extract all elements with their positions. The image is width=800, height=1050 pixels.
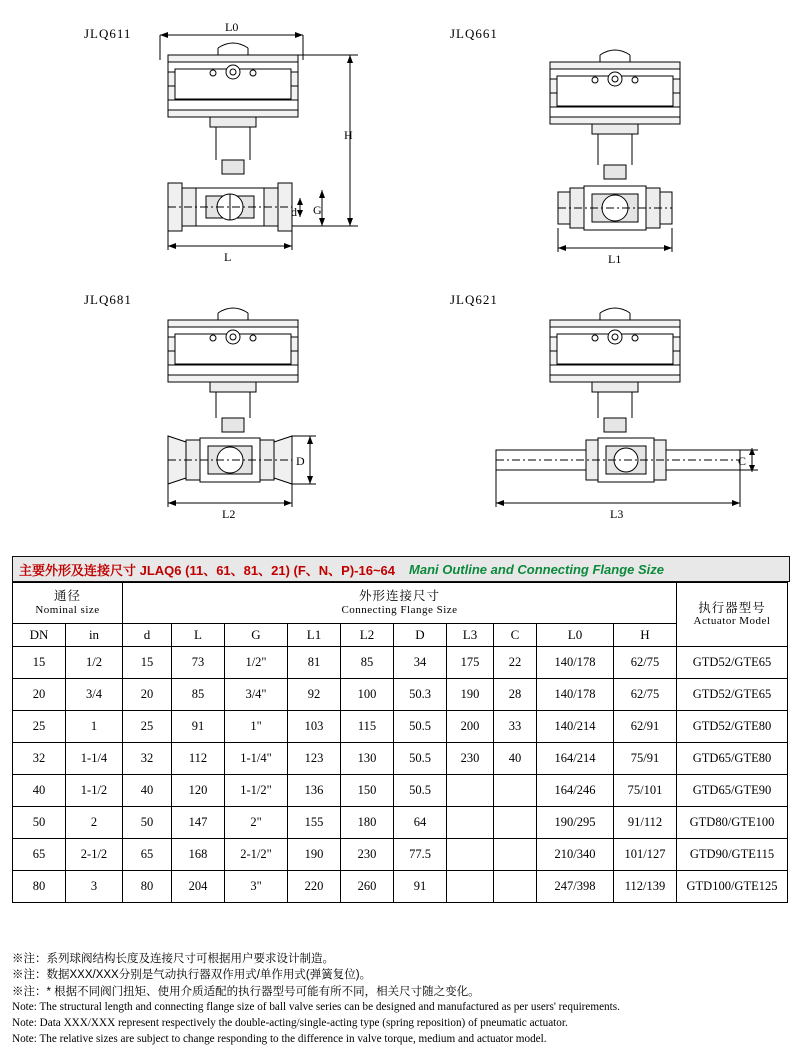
note-cn-1: ※注：系列球阀结构长度及连接尺寸可根据用户要求设计制造。 [12, 953, 334, 965]
cell-d: 80 [123, 871, 172, 903]
col-header-l3: L3 [447, 624, 494, 647]
cell-l1: 190 [288, 839, 341, 871]
cell-c: 33 [494, 711, 537, 743]
cell-c [494, 839, 537, 871]
table-row [13, 871, 788, 903]
cell-model: GTD65/GTE90 [677, 775, 788, 807]
cell-l: 91 [172, 711, 225, 743]
dim-l1-jlq661: L1 [608, 252, 622, 266]
cell-l0: 140/178 [537, 647, 614, 679]
cell-d: 20 [123, 679, 172, 711]
cell-dn: 65 [13, 839, 66, 871]
cell-l0: 210/340 [537, 839, 614, 871]
cell-h: 112/139 [614, 871, 677, 903]
section-banner [12, 556, 790, 582]
cell-dbig: 34 [394, 647, 447, 679]
cell-dn: 25 [13, 711, 66, 743]
cell-l3 [447, 807, 494, 839]
cell-l2: 150 [341, 775, 394, 807]
cell-l1: 92 [288, 679, 341, 711]
cell-in: 2-1/2 [66, 839, 123, 871]
cell-h: 75/101 [614, 775, 677, 807]
group-header-flange-en: Connecting Flange Size [341, 603, 458, 616]
cell-g: 3" [225, 871, 288, 903]
table-row [13, 711, 788, 743]
col-header-h: H [614, 624, 677, 647]
cell-dbig: 50.5 [394, 775, 447, 807]
cell-dbig: 77.5 [394, 839, 447, 871]
cell-l: 112 [172, 743, 225, 775]
drawing-jlq661 [400, 0, 800, 280]
cell-d: 15 [123, 647, 172, 679]
cell-l2: 260 [341, 871, 394, 903]
cell-l0: 190/295 [537, 807, 614, 839]
col-header-d: d [123, 624, 172, 647]
cell-h: 62/91 [614, 711, 677, 743]
cell-l2: 115 [341, 711, 394, 743]
dimensions-table [12, 582, 788, 903]
cell-model: GTD52/GTE65 [677, 679, 788, 711]
cell-dbig: 91 [394, 871, 447, 903]
col-header-c: C [494, 624, 537, 647]
cell-dbig: 50.5 [394, 743, 447, 775]
drawing-jlq611 [0, 0, 400, 280]
table-row [13, 807, 788, 839]
cell-l2: 100 [341, 679, 394, 711]
group-header-actuator [677, 583, 788, 647]
cell-in: 2 [66, 807, 123, 839]
table-row [13, 679, 788, 711]
cell-dbig: 64 [394, 807, 447, 839]
table-head [13, 583, 788, 647]
cell-in: 3/4 [66, 679, 123, 711]
cell-l: 168 [172, 839, 225, 871]
cell-l: 204 [172, 871, 225, 903]
dim-c-jlq621: C [738, 454, 747, 468]
col-header-l: L [172, 624, 225, 647]
cell-l3 [447, 871, 494, 903]
group-header-actuator-cn: 执行器型号 [698, 600, 766, 615]
group-header-actuator-en: Actuator Model [693, 615, 771, 628]
cell-l2: 230 [341, 839, 394, 871]
drawing-svg-jlq621 [400, 270, 800, 545]
cell-l: 120 [172, 775, 225, 807]
cell-l1: 155 [288, 807, 341, 839]
group-header-nominal [13, 583, 123, 624]
table-row [13, 743, 788, 775]
group-header-nominal-en: Nominal size [35, 603, 100, 616]
cell-d: 40 [123, 775, 172, 807]
cell-l1: 103 [288, 711, 341, 743]
cell-l1: 220 [288, 871, 341, 903]
cell-g: 3/4" [225, 679, 288, 711]
col-header-d-big: D [394, 624, 447, 647]
drawing-svg-jlq661 [400, 0, 800, 280]
dim-l0-jlq611: L0 [225, 20, 239, 34]
cell-d: 32 [123, 743, 172, 775]
cell-l3 [447, 775, 494, 807]
col-header-l2: L2 [341, 624, 394, 647]
dim-h-jlq611: H [344, 128, 353, 142]
cell-l2: 85 [341, 647, 394, 679]
cell-h: 91/112 [614, 807, 677, 839]
col-header-g: G [225, 624, 288, 647]
cell-l1: 136 [288, 775, 341, 807]
dim-l2-jlq681: L2 [222, 507, 236, 521]
cell-h: 62/75 [614, 647, 677, 679]
cell-c [494, 775, 537, 807]
cell-l0: 164/214 [537, 743, 614, 775]
dim-l3-jlq621: L3 [610, 507, 624, 521]
cell-l3: 190 [447, 679, 494, 711]
cell-l3: 230 [447, 743, 494, 775]
cell-l1: 123 [288, 743, 341, 775]
cell-c [494, 871, 537, 903]
cell-g: 1-1/2" [225, 775, 288, 807]
drawing-jlq681 [0, 270, 400, 545]
note-en-1: Note: The structural length and connecting flange size of ball valve series can be designed and manufactured as per users' requirements. [12, 1000, 620, 1013]
cell-d: 65 [123, 839, 172, 871]
cell-d: 25 [123, 711, 172, 743]
cell-h: 75/91 [614, 743, 677, 775]
cell-l2: 180 [341, 807, 394, 839]
drawing-label-jlq661: JLQ661 [450, 26, 498, 41]
drawing-label-jlq621: JLQ621 [450, 292, 498, 307]
drawing-svg-jlq611 [0, 0, 400, 280]
cell-l3 [447, 839, 494, 871]
cell-model: GTD52/GTE80 [677, 711, 788, 743]
banner-title-cn: 主要外形及连接尺寸 JLAQ6 (11、61、81、21) (F、N、P)-16~64 [19, 562, 396, 578]
note-en-3: Note: The relative sizes are subject to change responding to the difference in valve torque, medium and actuator model. [12, 1032, 547, 1045]
cell-g: 2" [225, 807, 288, 839]
col-header-l1: L1 [288, 624, 341, 647]
cell-c: 28 [494, 679, 537, 711]
cell-l: 73 [172, 647, 225, 679]
drawing-svg-jlq681 [0, 270, 400, 545]
cell-l0: 247/398 [537, 871, 614, 903]
col-header-dn: DN [13, 624, 66, 647]
cell-l2: 130 [341, 743, 394, 775]
dim-g-jlq611: G [313, 203, 322, 217]
cell-l0: 164/246 [537, 775, 614, 807]
table-body [13, 647, 788, 903]
col-header-in: in [66, 624, 123, 647]
note-cn-3: ※注：* 根据不同阀门扭矩、使用介质适配的执行器型号可能有所不同，相关尺寸随之变化。 [12, 985, 480, 998]
cell-dn: 15 [13, 647, 66, 679]
group-header-flange-cn: 外形连接尺寸 [358, 589, 440, 604]
cell-in: 1/2 [66, 647, 123, 679]
cell-dbig: 50.5 [394, 711, 447, 743]
table-row [13, 647, 788, 679]
drawing-jlq621 [400, 270, 800, 545]
drawing-label-jlq681: JLQ681 [84, 292, 132, 307]
cell-l1: 81 [288, 647, 341, 679]
dim-l-jlq611: L [224, 250, 232, 264]
cell-l0: 140/214 [537, 711, 614, 743]
banner-title-en: Mani Outline and Connecting Flange Size [409, 561, 664, 577]
cell-d: 50 [123, 807, 172, 839]
cell-model: GTD52/GTE65 [677, 647, 788, 679]
col-header-l0: L0 [537, 624, 614, 647]
table-row [13, 839, 788, 871]
drawing-label-jlq611: JLQ611 [84, 26, 132, 41]
cell-l: 147 [172, 807, 225, 839]
cell-g: 1/2" [225, 647, 288, 679]
notes-block [12, 951, 792, 1048]
cell-model: GTD80/GTE100 [677, 807, 788, 839]
cell-g: 1" [225, 711, 288, 743]
cell-in: 1-1/2 [66, 775, 123, 807]
cell-dn: 20 [13, 679, 66, 711]
dim-d-jlq681: D [296, 454, 305, 468]
cell-in: 1 [66, 711, 123, 743]
cell-dn: 40 [13, 775, 66, 807]
cell-g: 1-1/4" [225, 743, 288, 775]
cell-g: 2-1/2" [225, 839, 288, 871]
cell-model: GTD100/GTE125 [677, 871, 788, 903]
note-en-2: Note: Data XXX/XXX represent respectively the double-acting/single-acting type (spring reposition) of pneumatic actuator. [12, 1016, 568, 1029]
cell-dn: 32 [13, 743, 66, 775]
cell-l0: 140/178 [537, 679, 614, 711]
table-row [13, 775, 788, 807]
dim-d-jlq611: d [291, 205, 297, 219]
note-cn-2: ※注：数据XXX/XXX分别是气动执行器双作用式/单作用式(弹簧复位)。 [12, 969, 372, 982]
cell-model: GTD90/GTE115 [677, 839, 788, 871]
cell-model: GTD65/GTE80 [677, 743, 788, 775]
group-header-flange [123, 583, 677, 624]
cell-in: 1-1/4 [66, 743, 123, 775]
cell-l3: 175 [447, 647, 494, 679]
cell-in: 3 [66, 871, 123, 903]
cell-dn: 80 [13, 871, 66, 903]
cell-c: 40 [494, 743, 537, 775]
cell-c [494, 807, 537, 839]
cell-c: 22 [494, 647, 537, 679]
cell-dn: 50 [13, 807, 66, 839]
table-group-header-row [13, 583, 788, 624]
cell-l: 85 [172, 679, 225, 711]
cell-l3: 200 [447, 711, 494, 743]
table-column-header-row [13, 624, 788, 647]
group-header-nominal-cn: 通径 [53, 589, 81, 604]
cell-dbig: 50.3 [394, 679, 447, 711]
cell-h: 101/127 [614, 839, 677, 871]
cell-h: 62/75 [614, 679, 677, 711]
